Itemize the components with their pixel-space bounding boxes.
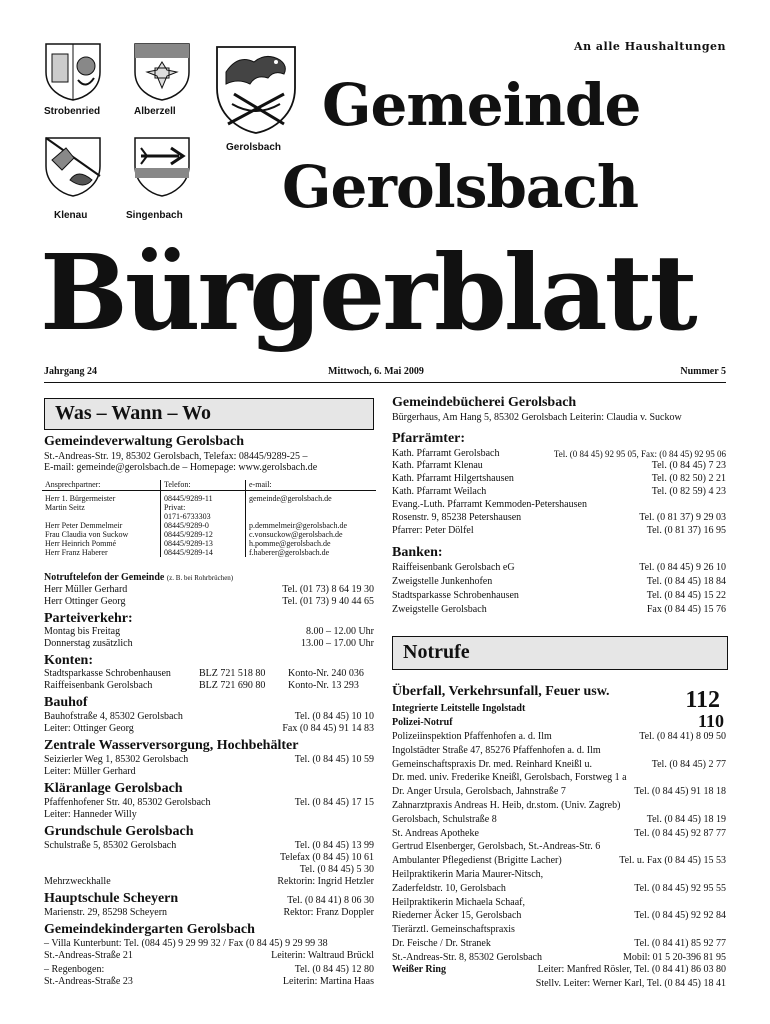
table-cell: h.pomme@gerolsbach.de xyxy=(246,539,377,548)
notruf-entry-row xyxy=(392,952,726,964)
table-cell: 08445/9289-14 xyxy=(161,548,246,557)
wasser-title: Zentrale Wasserversorgung, Hochbehälter xyxy=(44,738,299,753)
table-cell xyxy=(246,512,377,521)
alberzell-crest-icon xyxy=(133,42,191,102)
table-cell: 08445/9289-0 xyxy=(161,521,246,530)
notruf-note: (z. B. bei Rohrbrüchen) xyxy=(166,574,234,582)
notruf-entry-row xyxy=(392,855,726,867)
notruf-entry-row xyxy=(392,786,726,798)
table-cell: 08445/9289-11 xyxy=(161,491,246,504)
parteiverkehr-title: Parteiverkehr: xyxy=(44,611,133,626)
konto-row xyxy=(44,680,374,692)
issue-bar xyxy=(44,364,726,383)
klaer-title: Kläranlage Gerolsbach xyxy=(44,781,183,796)
wasser-text: Seizierler Weg 1, 85302 Gerolsbach xyxy=(44,754,189,765)
parteiverkehr-day: Donnerstag zusätzlich xyxy=(44,638,133,649)
bauhof-text: Leiter: Ottinger Georg xyxy=(44,723,134,734)
crest-label-strobenried: Strobenried xyxy=(44,106,101,117)
leitstelle-label: Integrierte Leitstelle Ingolstadt xyxy=(392,703,526,714)
pfarr-row xyxy=(392,486,726,498)
pfarr-row xyxy=(392,499,726,511)
notruf-entry-row xyxy=(392,897,726,909)
bank-row xyxy=(392,590,726,602)
wasser-row xyxy=(44,754,374,766)
table-cell: Martin Seitz xyxy=(45,503,85,512)
notruf-entry-text: Gerolsbach, Schulstraße 8 xyxy=(392,813,497,825)
admin-line-1: St.-Andreas-Str. 19, 85302 Gerolsbach, Telefax: 08445/9289-25 – xyxy=(44,451,308,462)
notruf-entry-row xyxy=(392,772,726,784)
strobenried-crest-icon xyxy=(44,42,102,102)
table-cell: Privat: xyxy=(161,503,246,512)
schule-rector: Rektorin: Ingrid Hetzler xyxy=(277,876,374,887)
masthead-buergerblatt: Bürgerblatt xyxy=(40,231,695,354)
notruf-entry-text: Dr. Feische / Dr. Stranek xyxy=(392,938,491,949)
kiga-text: – Villa Kunterbunt: Tel. (084 45) 9 29 99 32 / Fax (0 84 45) 9 29 99 38 xyxy=(44,938,328,949)
table-cell: Herr Franz Haberer xyxy=(45,548,108,557)
crest-label-klenau: Klenau xyxy=(54,210,88,221)
schule-hall: Mehrzweckhalle xyxy=(44,876,111,887)
pfarr-name: Kath. Pfarramt Klenau xyxy=(392,460,483,471)
schule-address: Schulstraße 5, 85302 Gerolsbach xyxy=(44,840,177,851)
parteiverkehr-row xyxy=(44,626,374,638)
bank-name: Stadtsparkasse Schrobenhausen xyxy=(392,590,519,601)
notruf-entry-text: Polizeiinspektion Pfaffenhofen a. d. Ilm xyxy=(392,731,552,742)
parteiverkehr-hours: 8.00 – 12.00 Uhr xyxy=(305,626,374,637)
polizei-label: Polizei-Notruf xyxy=(392,717,453,728)
table-cell: Herr Heinrich Pommé xyxy=(45,539,117,548)
klaer-row xyxy=(44,809,374,821)
notruf-entry-text: Ambulanter Pflegedienst (Brigitte Lacher) xyxy=(392,855,562,867)
table-cell xyxy=(246,503,377,512)
table-cell: 08445/9289-12 xyxy=(161,530,246,539)
pfarr-name: Evang.-Luth. Pfarramt Kemmoden-Petershausen xyxy=(392,499,587,510)
bauhof-row xyxy=(44,723,374,735)
parteiverkehr-row xyxy=(44,638,374,650)
parteiverkehr-day: Montag bis Freitag xyxy=(44,626,121,637)
klaer-text: Leiter: Hanneder Willy xyxy=(44,809,137,820)
table-cell: Herr 1. Bürgermeister xyxy=(45,494,116,503)
hschule-phone: Tel. (0 84 41) 8 06 30 xyxy=(287,895,374,906)
crest-label-singenbach: Singenbach xyxy=(126,210,183,221)
notruf-entry-phone: Tel. (0 84 45) 91 18 18 xyxy=(634,786,726,798)
schule-phone-2: Tel. (0 84 45) 5 30 xyxy=(299,864,374,875)
notruf-entry-row xyxy=(392,759,726,771)
admin-line-2: E-mail: gemeinde@gerolsbach.de – Homepage: www.gerolsbach.de xyxy=(44,462,318,473)
notruf-entry-row xyxy=(392,828,726,840)
konto-bank: Stadtsparkasse Schrobenhausen xyxy=(44,668,171,679)
crest-label-gerolsbach: Gerolsbach xyxy=(226,142,282,153)
emergency-number-112: 112 xyxy=(685,687,720,713)
kiga-title: Gemeindekindergarten Gerolsbach xyxy=(44,922,255,937)
notruf-heading xyxy=(44,572,233,584)
notrufe-box xyxy=(392,636,728,670)
table-cell: gemeinde@gerolsbach.de xyxy=(246,491,377,504)
pfarr-phone: Tel. (0 82 59) 4 23 xyxy=(651,486,726,497)
notruf-entry-row xyxy=(392,814,726,826)
table-row xyxy=(42,539,376,548)
buecherei-title: Gemeindebücherei Gerolsbach xyxy=(392,395,577,410)
konten-title: Konten: xyxy=(44,653,93,668)
contacts-header-row xyxy=(42,480,376,491)
weisser-ring-label: Weißer Ring xyxy=(392,964,446,975)
klaer-row xyxy=(44,797,374,809)
schule-row xyxy=(44,876,374,888)
notruf-entry-text: Dr. Anger Ursula, Gerolsbach, Jahnstraße 7 xyxy=(392,786,566,798)
issue-number: Nummer 5 xyxy=(680,366,726,377)
table-row xyxy=(42,530,376,539)
notruf-entry-text: Riederner Äcker 15, Gerolsbach xyxy=(392,910,522,922)
notruf-entry-row xyxy=(392,910,726,922)
table-cell: p.demmelmeir@gerolsbach.de xyxy=(246,521,377,530)
pfarr-row xyxy=(392,525,726,537)
contacts-header-cell: Telefon: xyxy=(161,480,246,491)
table-cell: f.haberer@gerolsbach.de xyxy=(246,548,377,557)
parteiverkehr-hours: 13.00 – 17.00 Uhr xyxy=(300,638,374,649)
notruf-name: Herr Müller Gerhard xyxy=(44,584,128,595)
wasser-row xyxy=(44,766,374,778)
notruf-entry-phone: Tel. (0 84 45) 2 77 xyxy=(651,758,726,770)
table-cell: Frau Claudia von Suckow xyxy=(45,530,129,539)
notruf-entry-text: Heilpraktikerin Maria Maurer-Nitsch, xyxy=(392,869,544,880)
table-cell: 0171-6733303 xyxy=(161,512,246,521)
kiga-text: St.-Andreas-Straße 23 xyxy=(44,976,133,987)
issue-volume: Jahrgang 24 xyxy=(44,366,98,377)
bank-phone: Tel. (0 84 45) 15 22 xyxy=(646,590,726,601)
bank-row xyxy=(392,604,726,616)
konto-blz: BLZ 721 518 80 xyxy=(199,668,266,679)
konto-nr: Konto-Nr. 240 036 xyxy=(288,668,364,679)
notrufe-title: Notrufe xyxy=(403,641,470,663)
notruf-entry-text: Ingolstädter Straße 47, 85276 Pfaffenhofen a. d. Ilm xyxy=(392,744,601,756)
notruf-entry-text: Zaderfeldstr. 10, Gerolsbach xyxy=(392,882,506,894)
kiga-right: Tel. (0 84 45) 12 80 xyxy=(294,964,374,975)
pfarr-name: Kath. Pfarramt Weilach xyxy=(392,486,487,497)
notruf-entry-phone: Tel. (0 84 45) 92 92 84 xyxy=(634,910,726,922)
bauhof-title: Bauhof xyxy=(44,695,88,710)
crest-label-alberzell: Alberzell xyxy=(134,106,176,117)
notruf-entry-row xyxy=(392,883,726,895)
table-row xyxy=(42,548,376,557)
pfarr-phone: Tel. (0 81 37) 9 29 03 xyxy=(639,512,726,523)
ueberfall-title: Überfall, Verkehrsunfall, Feuer usw. xyxy=(392,684,610,699)
table-row xyxy=(42,521,376,530)
hschule-row xyxy=(44,907,374,919)
kiga-text: – Regenbogen: xyxy=(44,964,105,975)
notruf-entry-row xyxy=(392,745,726,757)
schule-phone: Tel. (0 84 45) 13 99 xyxy=(294,840,374,851)
notruf-entry-text: Zahnarztpraxis Andreas H. Heib, dr.stom. (Univ. Zagreb) xyxy=(392,800,621,811)
bank-row xyxy=(392,562,726,574)
notruf-entry-phone: Tel. (0 84 45) 92 95 55 xyxy=(634,882,726,894)
notruf-entry-text: St. Andreas Apotheke xyxy=(392,827,479,839)
hschule-title: Hauptschule Scheyern xyxy=(44,891,179,906)
klaer-phone: Tel. (0 84 45) 17 15 xyxy=(294,797,374,808)
klenau-crest-icon xyxy=(44,136,102,198)
bauhof-row xyxy=(44,711,374,723)
contacts-header-cell: e-mail: xyxy=(246,480,377,491)
was-wann-wo-title: Was – Wann – Wo xyxy=(55,402,211,424)
pfarr-name: Kath. Pfarramt Gerolsbach xyxy=(392,448,500,459)
hschule-address: Marienstr. 29, 85298 Scheyern xyxy=(44,907,168,918)
notruf-entry-row xyxy=(392,938,726,950)
konto-row xyxy=(44,668,374,680)
banken-title: Banken: xyxy=(392,545,443,560)
pfarr-phone: Tel. (0 81 37) 16 95 xyxy=(646,525,726,536)
notruf-entry-text: Heilpraktikerin Michaela Schaaf, xyxy=(392,896,525,908)
schule-title: Grundschule Gerolsbach xyxy=(44,824,194,839)
bank-name: Zweigstelle Gerolsbach xyxy=(392,604,487,615)
pfarr-phone: Tel. (0 84 45) 7 23 xyxy=(651,460,726,471)
pfarr-title: Pfarrämter: xyxy=(392,431,466,446)
wasser-phone: Tel. (0 84 45) 10 59 xyxy=(294,754,374,765)
notruf-entry-phone: Tel. (0 84 41) 85 92 77 xyxy=(634,938,726,949)
gerolsbach-crest-icon xyxy=(214,44,298,136)
notruf-entry-row xyxy=(392,800,726,812)
notruf-row xyxy=(44,596,374,608)
table-row xyxy=(42,503,376,512)
table-cell: c.vonsuckow@gerolsbach.de xyxy=(246,530,377,539)
pfarr-name: Kath. Pfarramt Hilgertshausen xyxy=(392,473,514,484)
notruf-entry-text: Gertrud Elsenberger, Gerolsbach, St.-Andreas-Str. 6 xyxy=(392,841,601,853)
hschule-rector: Rektor: Franz Doppler xyxy=(283,907,374,918)
contacts-table xyxy=(42,480,376,557)
kiga-row xyxy=(44,976,374,988)
notruf-entry-row xyxy=(392,841,726,853)
pfarr-phone: Tel. (0 84 45) 92 95 05, Fax: (0 84 45) 92 95 06 xyxy=(553,449,726,459)
bank-phone: Fax (0 84 45) 15 76 xyxy=(646,604,726,615)
issue-date: Mittwoch, 6. Mai 2009 xyxy=(328,366,424,377)
bauhof-text: Bauhofstraße 4, 85302 Gerolsbach xyxy=(44,711,183,722)
table-row xyxy=(42,512,376,521)
notruf-entry-phone: Tel. (0 84 45) 92 87 77 xyxy=(634,827,726,839)
weisser-ring-leader: Leiter: Manfred Rösler, Tel. (0 84 41) 86 03 80 xyxy=(537,964,726,975)
wasser-text: Leiter: Müller Gerhard xyxy=(44,766,136,777)
klaer-text: Pfaffenhofener Str. 40, 85302 Gerolsbach xyxy=(44,797,211,808)
kiga-text: St.-Andreas-Straße 21 xyxy=(44,950,133,961)
pfarr-row xyxy=(392,512,726,524)
was-wann-wo-box xyxy=(44,398,374,430)
weisser-ring-deputy: Stellv. Leiter: Werner Karl, Tel. (0 84 45) 18 41 xyxy=(535,978,726,989)
notruf-entry-text: Gemeinschaftspraxis Dr. med. Reinhard Kneißl u. xyxy=(392,758,592,770)
notruf-row xyxy=(44,584,374,596)
notruf-name: Herr Ottinger Georg xyxy=(44,596,126,607)
table-cell: Herr Peter Demmelmeir xyxy=(45,521,123,530)
notruf-entry-text: Tierärztl. Gemeinschaftspraxis xyxy=(392,924,515,936)
bauhof-phone: Tel. (0 84 45) 10 10 xyxy=(294,711,374,722)
pfarr-row xyxy=(392,448,726,460)
konto-nr: Konto-Nr. 13 293 xyxy=(288,680,359,691)
kiga-row xyxy=(44,964,374,976)
title-gerolsbach: Gerolsbach xyxy=(282,153,638,221)
admin-title: Gemeindeverwaltung Gerolsbach xyxy=(44,434,245,449)
to-all-households: An alle Haushaltungen xyxy=(574,40,726,53)
notruf-entry-row xyxy=(392,924,726,936)
buecherei-line: Bürgerhaus, Am Hang 5, 85302 Gerolsbach Leiterin: Claudia v. Suckow xyxy=(392,412,682,423)
pfarr-phone: Tel. (0 82 50) 2 21 xyxy=(651,473,726,484)
kiga-row xyxy=(44,950,374,962)
singenbach-crest-icon xyxy=(133,136,191,198)
bank-name: Zweigstelle Junkenhofen xyxy=(392,576,493,587)
kiga-right: Leiterin: Martina Haas xyxy=(282,976,374,987)
pfarr-row xyxy=(392,460,726,472)
bank-row xyxy=(392,576,726,588)
notruf-entry-phone: Tel. (0 84 41) 8 09 50 xyxy=(639,731,726,742)
notruf-phone: Tel. (01 73) 8 64 19 30 xyxy=(282,584,374,595)
schule-fax: Telefax (0 84 45) 10 61 xyxy=(280,852,374,863)
contacts-header-cell: Ansprechpartner: xyxy=(42,480,161,491)
kiga-row xyxy=(44,938,374,950)
table-row xyxy=(42,491,376,504)
notruf-entry-row xyxy=(392,731,726,743)
pfarr-name: Rosenstr. 9, 85238 Petershausen xyxy=(392,512,522,523)
pfarr-row xyxy=(392,473,726,485)
notruf-phone: Tel. (01 73) 9 40 44 65 xyxy=(282,596,374,607)
table-cell xyxy=(42,512,161,521)
kiga-right: Leiterin: Waltraud Brückl xyxy=(271,950,374,961)
notruf-entry-text: Dr. med. univ. Frederike Kneißl, Gerolsbach, Forstweg 1 a xyxy=(392,772,627,784)
notruf-entry-phone: Tel. u. Fax (0 84 45) 15 53 xyxy=(619,855,726,867)
bank-name: Raiffeisenbank Gerolsbach eG xyxy=(392,562,515,573)
table-cell: 08445/9289-13 xyxy=(161,539,246,548)
notruf-entry-phone: Tel. (0 84 45) 18 19 xyxy=(646,813,726,825)
notruf-entry-phone: Mobil: 01 5 20-396 81 95 xyxy=(622,951,726,963)
bank-phone: Tel. (0 84 45) 18 84 xyxy=(646,576,726,587)
notruf-entry-text: St.-Andreas-Str. 8, 85302 Gerolsbach xyxy=(392,951,542,963)
bank-phone: Tel. (0 84 45) 9 26 10 xyxy=(639,562,726,573)
konto-blz: BLZ 721 690 80 xyxy=(199,680,266,691)
title-gemeinde: Gemeinde xyxy=(322,71,641,139)
bauhof-phone: Fax (0 84 45) 91 14 83 xyxy=(282,723,374,734)
notruf-title: Notruftelefon der Gemeinde xyxy=(44,572,165,583)
notruf-entry-row xyxy=(392,869,726,881)
pfarr-name: Pfarrer: Peter Dölfel xyxy=(392,525,474,536)
emergency-number-110: 110 xyxy=(697,711,724,731)
konto-bank: Raiffeisenbank Gerolsbach xyxy=(44,680,153,691)
